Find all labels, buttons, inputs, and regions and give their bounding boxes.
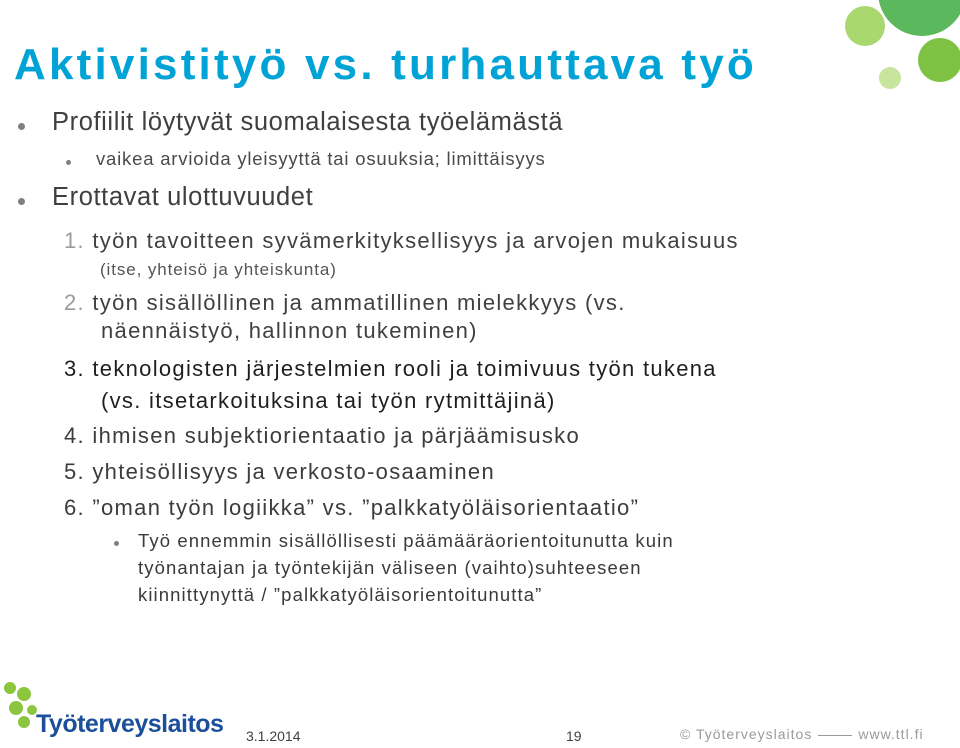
deco-circle-green xyxy=(878,0,960,36)
list-item-3 xyxy=(64,356,717,382)
list-item-3-line2: (vs. itsetarkoituksina tai työn rytmittäjinä) xyxy=(101,388,556,413)
footer-page-number: 19 xyxy=(566,728,582,744)
item-number: 4. xyxy=(64,423,85,448)
list-item-1 xyxy=(64,228,739,254)
footer-url: www.ttl.fi xyxy=(858,726,924,742)
item-text: työn sisällöllinen ja ammatillinen mielekkyys (vs. xyxy=(92,290,626,315)
sub-bullet-dot xyxy=(66,160,71,165)
bullet-erottavat: Erottavat ulottuvuudet xyxy=(52,183,314,211)
item-number: 5. xyxy=(64,459,85,484)
item-number: 3. xyxy=(64,356,85,381)
deco-circle-green-small xyxy=(918,38,960,82)
footer-date: 3.1.2014 xyxy=(246,728,301,744)
item-number: 6. xyxy=(64,495,85,520)
bullet-dot xyxy=(18,123,25,130)
note-line-1: Työ ennemmin sisällöllisesti päämääräorientoitunutta kuin xyxy=(138,530,674,551)
list-item-1-sub: (itse, yhteisö ja yhteiskunta) xyxy=(100,260,337,279)
item-number: 1. xyxy=(64,228,85,253)
footer-org: Työterveyslaitos xyxy=(695,726,813,742)
footer-copyright xyxy=(680,726,924,742)
copyright-icon: © xyxy=(680,726,692,742)
list-item-2-line2: näennäistyö, hallinnon tukeminen) xyxy=(101,318,478,343)
item-text: ”oman työn logiikka” vs. ”palkkatyöläisorientaatio” xyxy=(92,495,640,520)
logo-text: Työterveyslaitos xyxy=(36,710,224,738)
list-item-5 xyxy=(64,459,495,485)
list-item-6 xyxy=(64,495,639,521)
item-text: yhteisöllisyys ja verkosto-osaaminen xyxy=(92,459,495,484)
slide-title: Aktivistityö vs. turhauttava työ xyxy=(14,40,757,89)
note-line-3: kiinnittynyttä / ”palkkatyöläisorientoitunutta” xyxy=(138,584,543,605)
item-number: 2. xyxy=(64,290,85,315)
deco-circle-pale xyxy=(879,67,901,89)
item-text: työn tavoitteen syvämerkityksellisyys ja arvojen mukaisuus xyxy=(92,228,739,253)
deco-circle-lime xyxy=(845,6,885,46)
decorative-circles xyxy=(740,0,960,120)
sub-bullet-yleisyys: vaikea arvioida yleisyyttä tai osuuksia; limittäisyys xyxy=(96,148,546,169)
list-item-2 xyxy=(64,290,626,316)
bullet-dot xyxy=(18,198,25,205)
footer-dash xyxy=(818,735,852,736)
list-item-4 xyxy=(64,423,580,449)
item-text: ihmisen subjektiorientaatio ja pärjäämisusko xyxy=(92,423,581,448)
bullet-profiilit: Profiilit löytyvät suomalaisesta työelämästä xyxy=(52,108,564,136)
item-text: teknologisten järjestelmien rooli ja toimivuus työn tukena xyxy=(92,356,717,381)
note-line-2: työnantajan ja työntekijän väliseen (vaihto)suhteeseen xyxy=(138,557,642,578)
sub-bullet-dot xyxy=(114,541,119,546)
